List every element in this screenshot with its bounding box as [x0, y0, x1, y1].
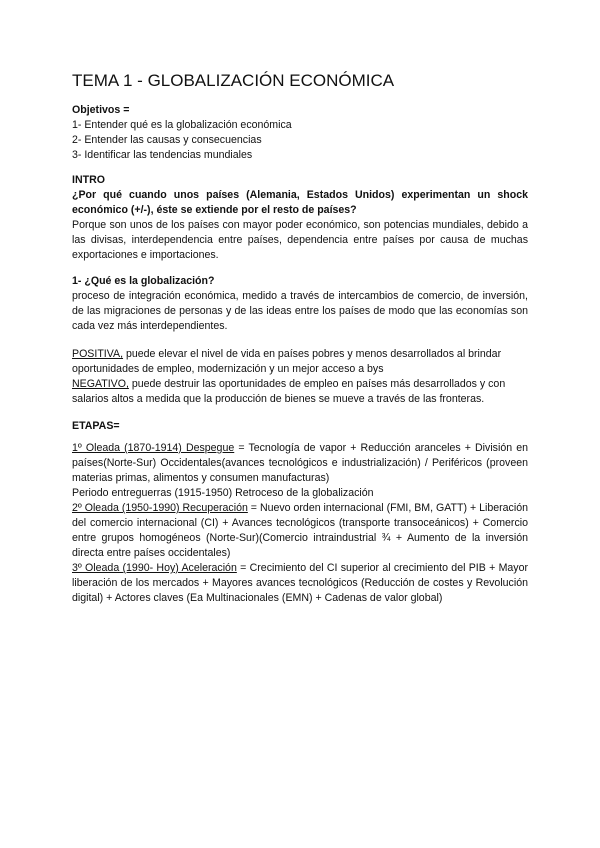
globalization-heading: 1- ¿Qué es la globalización? [72, 275, 215, 287]
page-title: TEMA 1 - GLOBALIZACIÓN ECONÓMICA [72, 71, 395, 90]
objectives-list [72, 118, 528, 163]
intro-answer: Porque son unos de los países con mayor poder económico, son potencias mundiales, debido a las divisas, interdependencia entre países, dependencia entre países por causa de muchas exportaciones e importaciones. [72, 219, 528, 261]
interwar-paragraph: Periodo entreguerras (1915-1950) Retroceso de la globalización [72, 487, 374, 499]
wave3-paragraph [72, 561, 528, 606]
negative-label: NEGATIVO, [72, 378, 129, 390]
objective-item: 1- Entender qué es la globalización económica [72, 119, 292, 131]
wave2-paragraph [72, 501, 528, 561]
positive-paragraph [72, 347, 528, 377]
wave1-text: = Tecnología de vapor + Reducción aranceles + División en países(Norte-Sur) Occidentales(avances tecnológicos e industrialización) / Periféricos (proveen materias primas, alimentos y consumen manufacturas) [72, 442, 528, 484]
wave2-text: = Nuevo orden internacional (FMI, BM, GATT) + Liberación del comercio internacional (CI) + Avances tecnológicos (transporte transoceánicos) + Comercio entre grupos homogéneos (Norte-Sur)(Comercio intraindustrial ¾ + Aumento de la inversión directa entre países occidentales) [72, 502, 528, 559]
positive-text: puede elevar el nivel de vida en países pobres y menos desarrollados al brindar oportunidades de empleo, modernización y un mejor acceso a bys [72, 348, 502, 375]
globalization-definition: proceso de integración económica, medido a través de intercambios de comercio, de inversión, de las migraciones de personas y de las ideas entre los países de modo que las economías son cada vez más interdependientes. [72, 290, 528, 332]
wave2-label: 2º Oleada (1950-1990) Recuperación [72, 502, 248, 514]
negative-paragraph [72, 377, 528, 407]
objectives-section [72, 103, 528, 163]
objective-item: 2- Entender las causas y consecuencias [72, 134, 262, 146]
document-content [72, 70, 528, 606]
intro-heading: INTRO [72, 174, 105, 186]
wave3-label: 3º Oleada (1990- Hoy) Aceleración [72, 562, 237, 574]
globalization-section [72, 274, 528, 407]
wave1-paragraph [72, 441, 528, 486]
objectives-heading: Objetivos = [72, 104, 130, 116]
intro-section [72, 173, 528, 263]
objective-item: 3- Identificar las tendencias mundiales [72, 149, 253, 161]
positive-label: POSITIVA, [72, 348, 124, 360]
wave1-label: 1º Oleada (1870-1914) Despegue [72, 442, 235, 454]
stages-heading: ETAPAS= [72, 420, 120, 432]
intro-question: ¿Por qué cuando unos países (Alemania, Estados Unidos) experimentan un shock económico (+/-), éste se extiende por el resto de países? [72, 189, 528, 216]
wave3-text: = Crecimiento del CI superior al crecimiento del PIB + Mayor liberación de los mercados + Mayores avances tecnológicos (Reducción de costes y Revolución digital) + Actores claves (Ea Multinacionales (EMN) + Cadenas de valor global) [72, 562, 529, 604]
negative-text: puede destruir las oportunidades de empleo en países más desarrollados y con salarios altos a medida que la producción de bienes se mueve a través de las fronteras. [72, 378, 506, 405]
stages-section [72, 419, 528, 606]
